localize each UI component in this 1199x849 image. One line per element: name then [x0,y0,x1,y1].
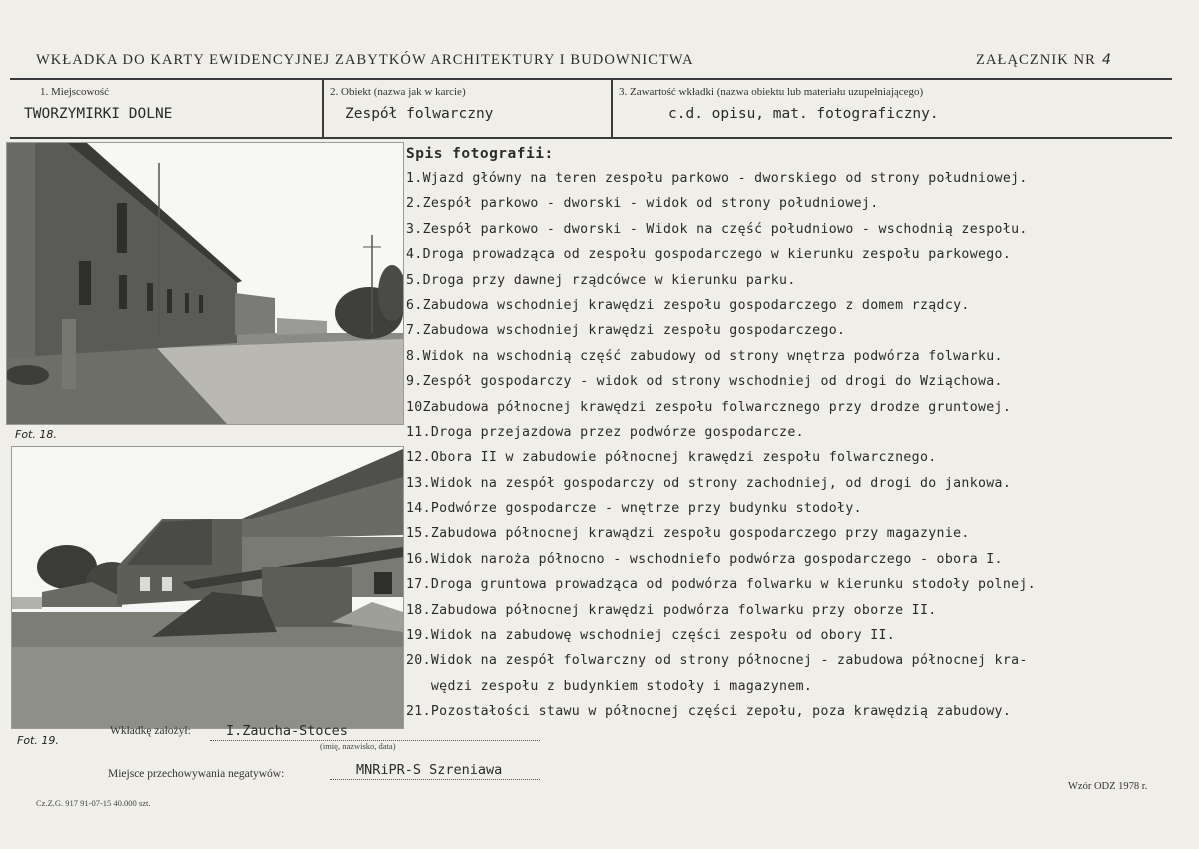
photo-list-title: Spis fotografii: [406,146,554,162]
storage-value: MNRiPR-S Szreniawa [356,762,503,778]
list-item: 5.Droga przy dawnej rządcówce w kierunku parku. [406,272,796,288]
annex-label [976,52,1112,69]
list-item: 10Zabudowa północnej krawędzi zespołu folwarcznego przy drodze gruntowej. [406,399,1012,415]
list-item: 19.Widok na zabudowę wschodniej części zespołu od obory II. [406,628,896,644]
photo-list [406,170,1036,729]
field-divider [322,80,324,137]
photo-farmyard [11,446,404,729]
list-item: 3.Zespół parkowo - dworski - Widok na część południowo - wschodnią zespołu. [406,221,1028,237]
list-item: 7.Zabudowa wschodniej krawędzi zespołu gospodarczego. [406,323,846,339]
form-info: Wzór ODZ 1978 r. [1068,781,1148,792]
object-value: Zespół folwarczny [345,106,494,122]
photo1-caption: Fot. 18. [15,428,57,441]
card-title: WKŁADKA DO KARTY EWIDENCYJNEJ ZABYTKÓW ARCHITEKTURY I BUDOWNICTWA [36,52,694,68]
list-item: 18.Zabudowa północnej krawędzi podwórza folwarku przy oborze II. [406,602,937,618]
list-item: 15.Zabudowa północnej krawądzi zespołu gospodarczego przy magazynie. [406,526,970,542]
fields-bottom-rule [10,137,1172,139]
list-item: 13.Widok na zespół gospodarczy od strony zachodniej, od drogi do jankowa. [406,475,1012,491]
list-item: 11.Droga przejazdowa przez podwórze gospodarcze. [406,424,804,440]
list-item: 20.Widok na zespół folwarczny od strony północnej - zabudowa północnej kra- [406,653,1028,669]
annex-number: 4 [1101,52,1112,68]
content-label: 3. Zawartość wkładki (nazwa obiektu lub materiału uzupełniającego) [619,86,924,98]
list-item: 8.Widok na wschodnią część zabudowy od strony wnętrza podwórza folwarku. [406,348,1003,364]
annex-label-text: ZAŁĄCZNIK NR [976,52,1096,68]
place-value: TWORZYMIRKI DOLNE [24,106,173,122]
storage-label: Miejsce przechowywania negatywów: [108,768,285,780]
author-value: I.Zaucha-Stoces [226,723,348,739]
top-rule [10,78,1172,80]
author-hint: (imię, nazwisko, data) [320,741,396,751]
print-info: Cz.Z.G. 917 91-07-15 40.000 szt. [36,798,151,808]
list-item: 14.Podwórze gospodarcze - wnętrze przy budynku stodoły. [406,501,862,517]
list-item: 16.Widok naroża północno - wschodniefo podwórza gospodarczego - obora I. [406,551,1003,567]
photo-farm-building [6,142,404,425]
content-value: c.d. opisu, mat. fotograficzny. [668,106,939,122]
storage-line [330,779,540,780]
list-item: 6.Zabudowa wschodniej krawędzi zespołu gospodarczego z domem rządcy. [406,297,970,313]
list-item: 2.Zespół parkowo - dworski - widok od strony południowej. [406,196,879,212]
field-divider [611,80,613,137]
list-item: 12.Obora II w zabudowie północnej krawędzi zespołu folwarcznego. [406,450,937,466]
list-item: 17.Droga gruntowa prowadząca od podwórza folwarku w kierunku stodoły polnej. [406,577,1037,593]
author-label: Wkładkę założył: [110,725,191,737]
object-label: 2. Obiekt (nazwa jak w karcie) [330,86,466,98]
place-label: 1. Miejscowość [40,86,110,98]
list-item: wędzi zespołu z budynkiem stodoły i magazynem. [406,678,813,694]
list-item: 1.Wjazd główny na teren zespołu parkowo - dworskiego od strony południowej. [406,171,1028,186]
list-item: 21.Pozostałości stawu w północnej części zepołu, poza krawędzią zabudowy. [406,704,1012,720]
list-item: 9.Zespół gospodarczy - widok od strony wschodniej od drogi do Wziąchowa. [406,374,1003,390]
photo2-caption: Fot. 19. [17,734,59,747]
list-item: 4.Droga prowadząca od zespołu gospodarczego w kierunku zespołu parkowego. [406,247,1012,263]
